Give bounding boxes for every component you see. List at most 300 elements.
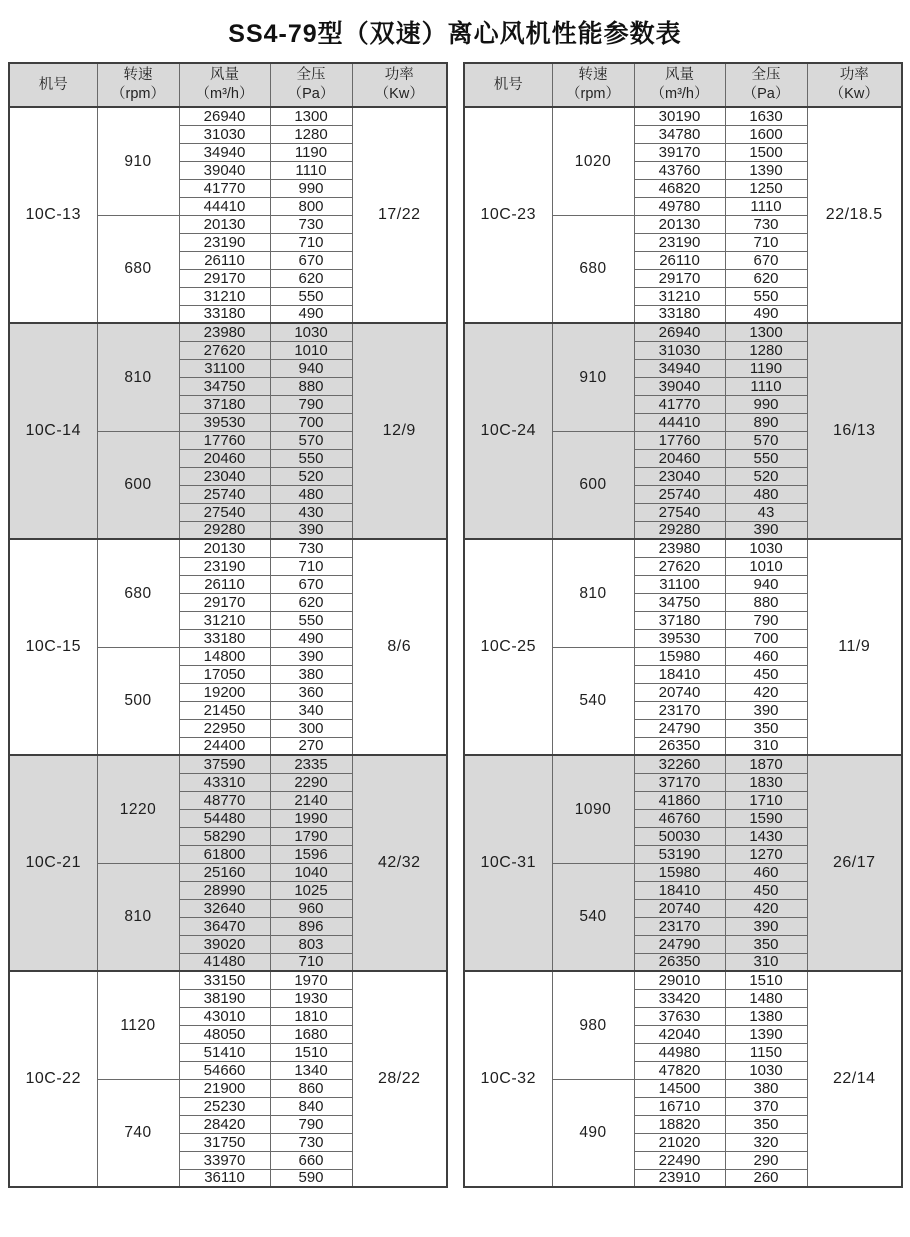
flow-cell: 29170 bbox=[179, 269, 270, 287]
pressure-cell: 2140 bbox=[270, 791, 352, 809]
flow-cell: 44410 bbox=[179, 197, 270, 215]
speed-cell: 1090 bbox=[552, 755, 634, 863]
flow-cell: 24790 bbox=[634, 719, 725, 737]
pressure-cell: 43 bbox=[725, 503, 807, 521]
pressure-cell: 1390 bbox=[725, 1025, 807, 1043]
flow-cell: 44410 bbox=[634, 413, 725, 431]
flow-cell: 23170 bbox=[634, 917, 725, 935]
column-header-model bbox=[9, 63, 97, 107]
table-row bbox=[9, 107, 447, 125]
pressure-cell: 380 bbox=[270, 665, 352, 683]
column-header-line: 风量 bbox=[210, 67, 239, 84]
column-header-line: 风量 bbox=[665, 67, 694, 84]
flow-cell: 15980 bbox=[634, 863, 725, 881]
pressure-cell: 390 bbox=[725, 701, 807, 719]
pressure-cell: 1030 bbox=[270, 323, 352, 341]
table-row bbox=[464, 539, 902, 557]
pressure-cell: 460 bbox=[725, 863, 807, 881]
pressure-cell: 430 bbox=[270, 503, 352, 521]
flow-cell: 58290 bbox=[179, 827, 270, 845]
flow-cell: 36110 bbox=[179, 1169, 270, 1187]
flow-cell: 42040 bbox=[634, 1025, 725, 1043]
column-header-line: 转速 bbox=[123, 67, 153, 84]
flow-cell: 53190 bbox=[634, 845, 725, 863]
table-row bbox=[464, 323, 902, 341]
flow-cell: 33180 bbox=[634, 305, 725, 323]
pressure-cell: 730 bbox=[270, 539, 352, 557]
pressure-cell: 1510 bbox=[270, 1043, 352, 1061]
pressure-cell: 1390 bbox=[725, 161, 807, 179]
flow-cell: 23040 bbox=[179, 467, 270, 485]
pressure-cell: 310 bbox=[725, 953, 807, 971]
pressure-cell: 390 bbox=[725, 917, 807, 935]
flow-cell: 39020 bbox=[179, 935, 270, 953]
pressure-cell: 1110 bbox=[725, 197, 807, 215]
pressure-cell: 940 bbox=[725, 575, 807, 593]
column-header-flow bbox=[179, 63, 270, 107]
column-header-line: （Pa） bbox=[742, 86, 790, 102]
pressure-cell: 480 bbox=[725, 485, 807, 503]
pressure-cell: 300 bbox=[270, 719, 352, 737]
pressure-cell: 1030 bbox=[725, 539, 807, 557]
flow-cell: 34940 bbox=[179, 143, 270, 161]
flow-cell: 27540 bbox=[179, 503, 270, 521]
flow-cell: 46820 bbox=[634, 179, 725, 197]
pressure-cell: 710 bbox=[270, 233, 352, 251]
speed-cell: 540 bbox=[552, 647, 634, 755]
pressure-cell: 520 bbox=[725, 467, 807, 485]
pressure-cell: 803 bbox=[270, 935, 352, 953]
flow-cell: 30190 bbox=[634, 107, 725, 125]
pressure-cell: 1500 bbox=[725, 143, 807, 161]
column-header-line: （m³/h） bbox=[650, 86, 709, 102]
flow-cell: 17760 bbox=[634, 431, 725, 449]
flow-cell: 48050 bbox=[179, 1025, 270, 1043]
pressure-cell: 570 bbox=[725, 431, 807, 449]
model-cell: 10C-23 bbox=[464, 107, 552, 323]
flow-cell: 26110 bbox=[179, 575, 270, 593]
pressure-cell: 1190 bbox=[725, 359, 807, 377]
flow-cell: 50030 bbox=[634, 827, 725, 845]
flow-cell: 39040 bbox=[179, 161, 270, 179]
table-row bbox=[9, 323, 447, 341]
pressure-cell: 390 bbox=[725, 521, 807, 539]
flow-cell: 39040 bbox=[634, 377, 725, 395]
flow-cell: 37630 bbox=[634, 1007, 725, 1025]
model-block bbox=[464, 107, 902, 323]
pressure-cell: 880 bbox=[270, 377, 352, 395]
pressure-cell: 1510 bbox=[725, 971, 807, 989]
speed-cell: 910 bbox=[552, 323, 634, 431]
flow-cell: 39170 bbox=[634, 143, 725, 161]
pressure-cell: 290 bbox=[725, 1151, 807, 1169]
flow-cell: 17050 bbox=[179, 665, 270, 683]
pressure-cell: 350 bbox=[725, 935, 807, 953]
page-title: SS4-79型（双速）离心风机性能参数表 bbox=[228, 20, 682, 48]
pressure-cell: 550 bbox=[725, 287, 807, 305]
pressure-cell: 520 bbox=[270, 467, 352, 485]
pressure-cell: 490 bbox=[270, 305, 352, 323]
flow-cell: 27540 bbox=[634, 503, 725, 521]
pressure-cell: 340 bbox=[270, 701, 352, 719]
flow-cell: 20740 bbox=[634, 899, 725, 917]
pressure-cell: 550 bbox=[270, 449, 352, 467]
flow-cell: 61800 bbox=[179, 845, 270, 863]
column-header-pressure bbox=[725, 63, 807, 107]
power-cell: 22/18.5 bbox=[807, 107, 902, 323]
model-cell: 10C-24 bbox=[464, 323, 552, 539]
pressure-cell: 1110 bbox=[725, 377, 807, 395]
column-header-line: 全压 bbox=[296, 67, 326, 84]
flow-cell: 18820 bbox=[634, 1115, 725, 1133]
pressure-cell: 390 bbox=[270, 521, 352, 539]
speed-cell: 540 bbox=[552, 863, 634, 971]
pressure-cell: 1010 bbox=[725, 557, 807, 575]
pressure-cell: 420 bbox=[725, 683, 807, 701]
power-cell: 22/14 bbox=[807, 971, 902, 1187]
pressure-cell: 1280 bbox=[725, 341, 807, 359]
model-block bbox=[464, 755, 902, 971]
model-cell: 10C-13 bbox=[9, 107, 97, 323]
flow-cell: 44980 bbox=[634, 1043, 725, 1061]
speed-cell: 680 bbox=[97, 215, 179, 323]
pressure-cell: 550 bbox=[270, 611, 352, 629]
pressure-cell: 710 bbox=[270, 557, 352, 575]
column-header-line: 功率 bbox=[384, 67, 414, 84]
flow-cell: 22950 bbox=[179, 719, 270, 737]
column-header-line: （rpm） bbox=[111, 86, 165, 102]
header-row bbox=[9, 63, 447, 107]
pressure-cell: 1250 bbox=[725, 179, 807, 197]
pressure-cell: 460 bbox=[725, 647, 807, 665]
pressure-cell: 670 bbox=[270, 575, 352, 593]
flow-cell: 21020 bbox=[634, 1133, 725, 1151]
power-cell: 8/6 bbox=[352, 539, 447, 755]
model-block bbox=[9, 539, 447, 755]
pressure-cell: 1810 bbox=[270, 1007, 352, 1025]
model-block bbox=[9, 323, 447, 539]
model-block bbox=[9, 971, 447, 1187]
flow-cell: 41770 bbox=[634, 395, 725, 413]
flow-cell: 28990 bbox=[179, 881, 270, 899]
column-header-model bbox=[464, 63, 552, 107]
pressure-cell: 730 bbox=[270, 215, 352, 233]
flow-cell: 20740 bbox=[634, 683, 725, 701]
column-header-line: （m³/h） bbox=[195, 86, 254, 102]
model-block bbox=[464, 971, 902, 1187]
power-cell: 42/32 bbox=[352, 755, 447, 971]
column-header-power bbox=[352, 63, 447, 107]
flow-cell: 20130 bbox=[179, 539, 270, 557]
pressure-cell: 1380 bbox=[725, 1007, 807, 1025]
pressure-cell: 1025 bbox=[270, 881, 352, 899]
pressure-cell: 730 bbox=[725, 215, 807, 233]
column-header-flow bbox=[634, 63, 725, 107]
pressure-cell: 800 bbox=[270, 197, 352, 215]
flow-cell: 31030 bbox=[179, 125, 270, 143]
power-cell: 17/22 bbox=[352, 107, 447, 323]
flow-cell: 37180 bbox=[179, 395, 270, 413]
flow-cell: 41480 bbox=[179, 953, 270, 971]
model-block bbox=[464, 539, 902, 755]
flow-cell: 31030 bbox=[634, 341, 725, 359]
column-header-line: （rpm） bbox=[566, 86, 620, 102]
flow-cell: 26940 bbox=[179, 107, 270, 125]
pressure-cell: 1150 bbox=[725, 1043, 807, 1061]
flow-cell: 25740 bbox=[179, 485, 270, 503]
flow-cell: 54480 bbox=[179, 809, 270, 827]
flow-cell: 23170 bbox=[634, 701, 725, 719]
pressure-cell: 370 bbox=[725, 1097, 807, 1115]
flow-cell: 39530 bbox=[634, 629, 725, 647]
table-row bbox=[9, 971, 447, 989]
pressure-cell: 550 bbox=[725, 449, 807, 467]
pressure-cell: 840 bbox=[270, 1097, 352, 1115]
flow-cell: 20130 bbox=[634, 215, 725, 233]
performance-table-left bbox=[8, 62, 448, 1188]
column-header-power bbox=[807, 63, 902, 107]
flow-cell: 14800 bbox=[179, 647, 270, 665]
column-header-line: 转速 bbox=[578, 67, 608, 84]
pressure-cell: 570 bbox=[270, 431, 352, 449]
pressure-cell: 360 bbox=[270, 683, 352, 701]
flow-cell: 21900 bbox=[179, 1079, 270, 1097]
flow-cell: 26110 bbox=[179, 251, 270, 269]
pressure-cell: 670 bbox=[725, 251, 807, 269]
flow-cell: 18410 bbox=[634, 665, 725, 683]
flow-cell: 23190 bbox=[179, 233, 270, 251]
pressure-cell: 700 bbox=[270, 413, 352, 431]
flow-cell: 29280 bbox=[179, 521, 270, 539]
flow-cell: 28420 bbox=[179, 1115, 270, 1133]
speed-cell: 1120 bbox=[97, 971, 179, 1079]
flow-cell: 33180 bbox=[179, 629, 270, 647]
pressure-cell: 1040 bbox=[270, 863, 352, 881]
model-cell: 10C-31 bbox=[464, 755, 552, 971]
table-row bbox=[464, 107, 902, 125]
pressure-cell: 620 bbox=[725, 269, 807, 287]
pressure-cell: 710 bbox=[725, 233, 807, 251]
speed-cell: 600 bbox=[97, 431, 179, 539]
power-cell: 11/9 bbox=[807, 539, 902, 755]
speed-cell: 1220 bbox=[97, 755, 179, 863]
pressure-cell: 1480 bbox=[725, 989, 807, 1007]
pressure-cell: 550 bbox=[270, 287, 352, 305]
flow-cell: 29280 bbox=[634, 521, 725, 539]
pressure-cell: 1930 bbox=[270, 989, 352, 1007]
pressure-cell: 940 bbox=[270, 359, 352, 377]
flow-cell: 33150 bbox=[179, 971, 270, 989]
pressure-cell: 1340 bbox=[270, 1061, 352, 1079]
flow-cell: 27620 bbox=[634, 557, 725, 575]
model-cell: 10C-25 bbox=[464, 539, 552, 755]
flow-cell: 25740 bbox=[634, 485, 725, 503]
pressure-cell: 1790 bbox=[270, 827, 352, 845]
column-header-line: 机号 bbox=[38, 76, 68, 93]
flow-cell: 39530 bbox=[179, 413, 270, 431]
flow-cell: 48770 bbox=[179, 791, 270, 809]
column-header-line: （Kw） bbox=[374, 86, 424, 102]
pressure-cell: 1190 bbox=[270, 143, 352, 161]
pressure-cell: 960 bbox=[270, 899, 352, 917]
speed-cell: 490 bbox=[552, 1079, 634, 1187]
column-header-pressure bbox=[270, 63, 352, 107]
flow-cell: 14500 bbox=[634, 1079, 725, 1097]
flow-cell: 26350 bbox=[634, 737, 725, 755]
flow-cell: 33180 bbox=[179, 305, 270, 323]
speed-cell: 910 bbox=[97, 107, 179, 215]
flow-cell: 34940 bbox=[634, 359, 725, 377]
table-row bbox=[9, 539, 447, 557]
model-block bbox=[9, 755, 447, 971]
pressure-cell: 450 bbox=[725, 881, 807, 899]
speed-cell: 810 bbox=[552, 539, 634, 647]
model-block bbox=[9, 107, 447, 323]
pressure-cell: 710 bbox=[270, 953, 352, 971]
flow-cell: 15980 bbox=[634, 647, 725, 665]
flow-cell: 26110 bbox=[634, 251, 725, 269]
flow-cell: 41770 bbox=[179, 179, 270, 197]
pressure-cell: 896 bbox=[270, 917, 352, 935]
flow-cell: 37590 bbox=[179, 755, 270, 773]
flow-cell: 33970 bbox=[179, 1151, 270, 1169]
pressure-cell: 620 bbox=[270, 269, 352, 287]
flow-cell: 23980 bbox=[179, 323, 270, 341]
flow-cell: 43010 bbox=[179, 1007, 270, 1025]
column-header-speed bbox=[552, 63, 634, 107]
pressure-cell: 490 bbox=[270, 629, 352, 647]
flow-cell: 32640 bbox=[179, 899, 270, 917]
table-row bbox=[464, 755, 902, 773]
flow-cell: 36470 bbox=[179, 917, 270, 935]
flow-cell: 24790 bbox=[634, 935, 725, 953]
pressure-cell: 790 bbox=[270, 395, 352, 413]
pressure-cell: 990 bbox=[725, 395, 807, 413]
pressure-cell: 1680 bbox=[270, 1025, 352, 1043]
pressure-cell: 1970 bbox=[270, 971, 352, 989]
column-header-line: 功率 bbox=[839, 67, 869, 84]
pressure-cell: 670 bbox=[270, 251, 352, 269]
power-cell: 28/22 bbox=[352, 971, 447, 1187]
flow-cell: 24400 bbox=[179, 737, 270, 755]
flow-cell: 23040 bbox=[634, 467, 725, 485]
flow-cell: 16710 bbox=[634, 1097, 725, 1115]
flow-cell: 18410 bbox=[634, 881, 725, 899]
pressure-cell: 860 bbox=[270, 1079, 352, 1097]
model-cell: 10C-14 bbox=[9, 323, 97, 539]
flow-cell: 54660 bbox=[179, 1061, 270, 1079]
pressure-cell: 660 bbox=[270, 1151, 352, 1169]
pressure-cell: 320 bbox=[725, 1133, 807, 1151]
flow-cell: 26940 bbox=[634, 323, 725, 341]
pressure-cell: 1590 bbox=[725, 809, 807, 827]
pressure-cell: 310 bbox=[725, 737, 807, 755]
pressure-cell: 2335 bbox=[270, 755, 352, 773]
model-cell: 10C-15 bbox=[9, 539, 97, 755]
pressure-cell: 1990 bbox=[270, 809, 352, 827]
flow-cell: 31210 bbox=[634, 287, 725, 305]
header-row bbox=[464, 63, 902, 107]
model-cell: 10C-22 bbox=[9, 971, 97, 1187]
flow-cell: 19200 bbox=[179, 683, 270, 701]
flow-cell: 20130 bbox=[179, 215, 270, 233]
pressure-cell: 1280 bbox=[270, 125, 352, 143]
tables-container bbox=[0, 62, 910, 1188]
pressure-cell: 350 bbox=[725, 719, 807, 737]
speed-cell: 980 bbox=[552, 971, 634, 1079]
flow-cell: 41860 bbox=[634, 791, 725, 809]
pressure-cell: 1630 bbox=[725, 107, 807, 125]
pressure-cell: 490 bbox=[725, 305, 807, 323]
flow-cell: 17760 bbox=[179, 431, 270, 449]
model-cell: 10C-21 bbox=[9, 755, 97, 971]
flow-cell: 34750 bbox=[179, 377, 270, 395]
flow-cell: 31750 bbox=[179, 1133, 270, 1151]
pressure-cell: 1010 bbox=[270, 341, 352, 359]
column-header-line: （Kw） bbox=[829, 86, 879, 102]
speed-cell: 810 bbox=[97, 863, 179, 971]
pressure-cell: 790 bbox=[725, 611, 807, 629]
flow-cell: 20460 bbox=[634, 449, 725, 467]
model-cell: 10C-32 bbox=[464, 971, 552, 1187]
pressure-cell: 1270 bbox=[725, 845, 807, 863]
flow-cell: 43310 bbox=[179, 773, 270, 791]
table-row bbox=[464, 971, 902, 989]
flow-cell: 46760 bbox=[634, 809, 725, 827]
pressure-cell: 380 bbox=[725, 1079, 807, 1097]
table-row bbox=[9, 755, 447, 773]
flow-cell: 31210 bbox=[179, 611, 270, 629]
pressure-cell: 420 bbox=[725, 899, 807, 917]
column-header-speed bbox=[97, 63, 179, 107]
model-block bbox=[464, 323, 902, 539]
pressure-cell: 1830 bbox=[725, 773, 807, 791]
column-header-line: 全压 bbox=[751, 67, 781, 84]
flow-cell: 26350 bbox=[634, 953, 725, 971]
flow-cell: 27620 bbox=[179, 341, 270, 359]
flow-cell: 23980 bbox=[634, 539, 725, 557]
flow-cell: 23910 bbox=[634, 1169, 725, 1187]
flow-cell: 21450 bbox=[179, 701, 270, 719]
flow-cell: 31100 bbox=[179, 359, 270, 377]
pressure-cell: 890 bbox=[725, 413, 807, 431]
pressure-cell: 1300 bbox=[270, 107, 352, 125]
flow-cell: 31210 bbox=[179, 287, 270, 305]
flow-cell: 20460 bbox=[179, 449, 270, 467]
performance-table-right bbox=[463, 62, 903, 1188]
pressure-cell: 1596 bbox=[270, 845, 352, 863]
power-cell: 26/17 bbox=[807, 755, 902, 971]
flow-cell: 29170 bbox=[634, 269, 725, 287]
flow-cell: 22490 bbox=[634, 1151, 725, 1169]
column-header-line: 机号 bbox=[493, 76, 523, 93]
flow-cell: 33420 bbox=[634, 989, 725, 1007]
flow-cell: 49780 bbox=[634, 197, 725, 215]
flow-cell: 51410 bbox=[179, 1043, 270, 1061]
flow-cell: 23190 bbox=[634, 233, 725, 251]
flow-cell: 29010 bbox=[634, 971, 725, 989]
pressure-cell: 1300 bbox=[725, 323, 807, 341]
flow-cell: 38190 bbox=[179, 989, 270, 1007]
pressure-cell: 700 bbox=[725, 629, 807, 647]
power-cell: 16/13 bbox=[807, 323, 902, 539]
speed-cell: 1020 bbox=[552, 107, 634, 215]
pressure-cell: 480 bbox=[270, 485, 352, 503]
pressure-cell: 990 bbox=[270, 179, 352, 197]
pressure-cell: 1430 bbox=[725, 827, 807, 845]
pressure-cell: 1600 bbox=[725, 125, 807, 143]
flow-cell: 37180 bbox=[634, 611, 725, 629]
